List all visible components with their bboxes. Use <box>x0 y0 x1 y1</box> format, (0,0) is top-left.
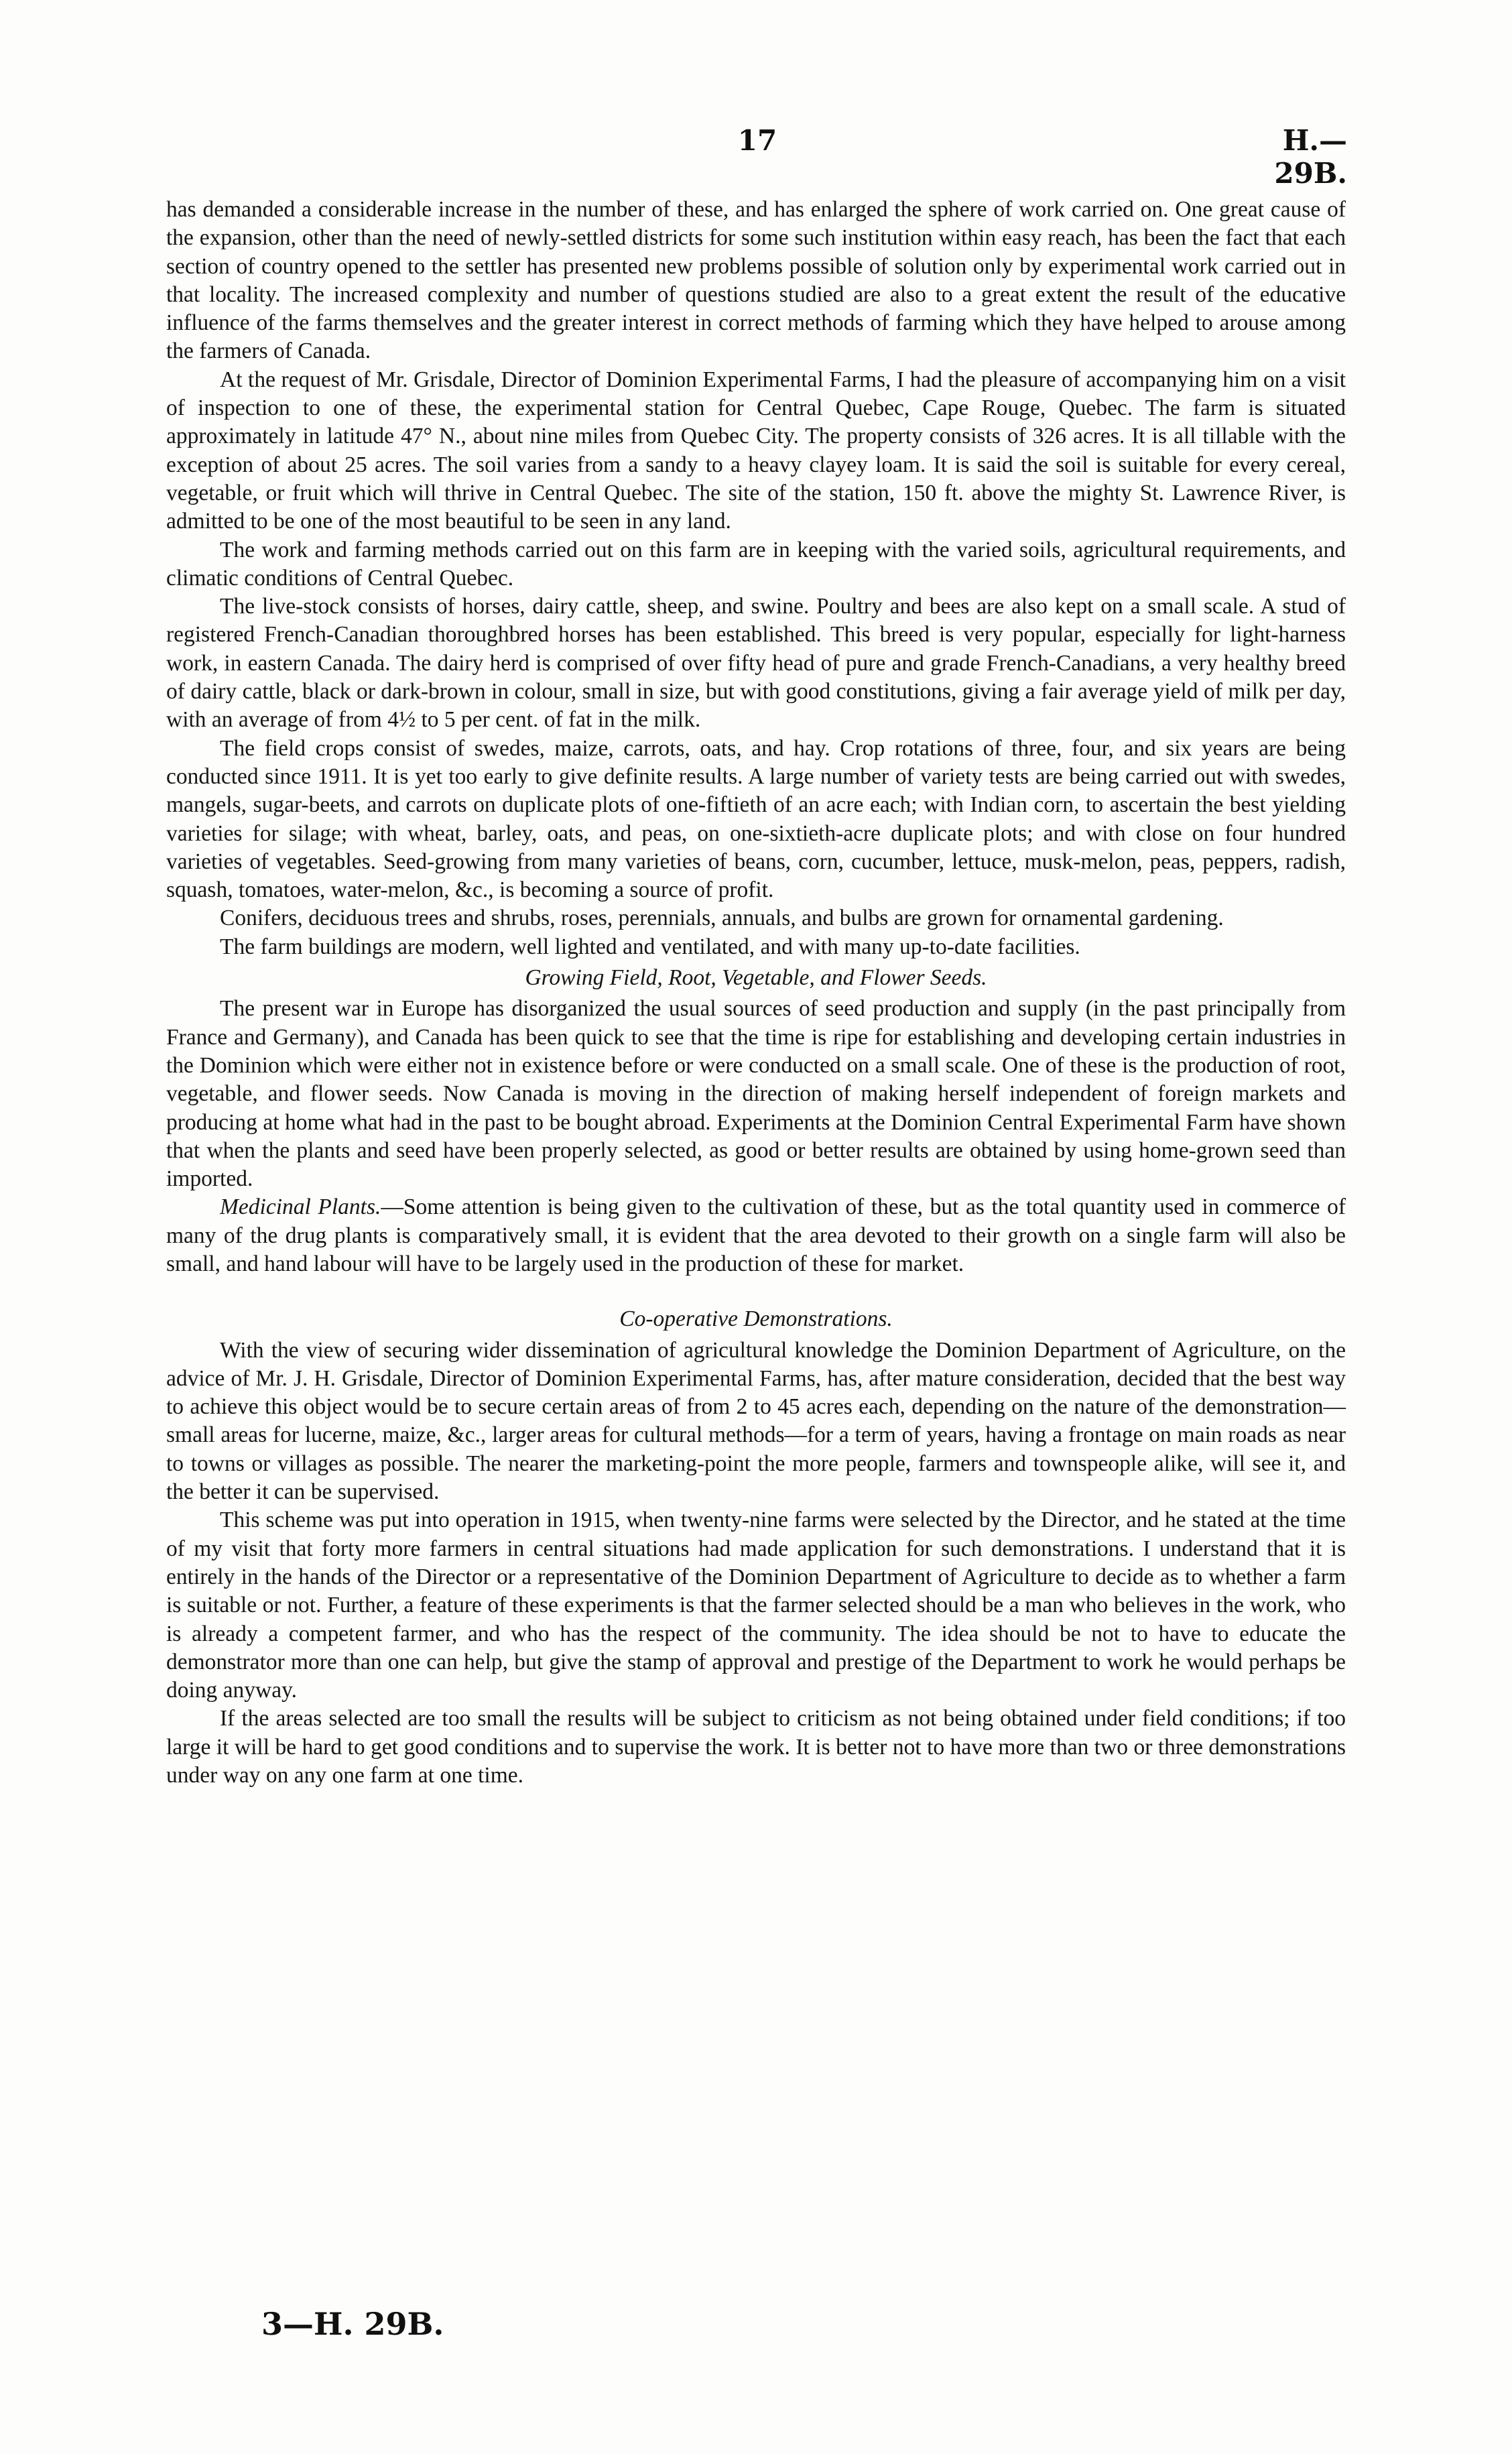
page-header <box>0 124 1512 190</box>
paragraph: With the view of securing wider dissemination of agricultural knowledge the Dominion Department of Agriculture, on the advice of Mr. J. H. Grisdale, Director of Dominion Experimental Farms, has, after mature consideration, decided that the best way to achieve this object would be to secure certain areas of from 2 to 45 acres each, depending on the nature of the demonstration—small areas for lucerne, maize, &c., larger areas for cultural methods—for a term of years, having a frontage on main roads as near to towns or villages as possible. The nearer the marketing-point the more people, farmers and townspeople alike, will see it, and the better it can be supervised. <box>166 1337 1346 1505</box>
paragraph: The field crops consist of swedes, maize, carrots, oats, and hay. Crop rotations of three, four, and six years are being conducted since 1911. It is yet too early to give definite results. A large number of variety tests are being carried out with swedes, mangels, sugar-beets, and carrots on duplicate plots of one-fiftieth of an acre each; with Indian corn, to ascertain the best yielding varieties for silage; with wheat, barley, oats, and peas, on one-sixtieth-acre duplicate plots; and with close on four hundred varieties of vegetables. Seed-growing from many varieties of beans, corn, cucumber, lettuce, musk-melon, peas, peppers, radish, squash, tomatoes, water-melon, &c., is becoming a source of profit. <box>166 735 1346 903</box>
document-reference: H.—29B. <box>1274 124 1347 190</box>
paragraph: The farm buildings are modern, well lighted and ventilated, and with many up-to-date facilities. <box>220 934 1080 959</box>
page-number: 17 <box>737 124 777 157</box>
section-heading: Growing Field, Root, Vegetable, and Flower Seeds. <box>525 965 987 991</box>
paragraph: This scheme was put into operation in 1915, when twenty-nine farms were selected by the Director, and he stated at the time of my visit that forty more farmers in central situations had made application for such demonstrations. I understand that it is entirely in the hands of the Director or a representative of the Dominion Department of Agriculture to decide as to whether a farm is suitable or not. Further, a feature of these experiments is that the farmer selected should be a man who believes in the work, who is already a competent farmer, and who has the respect of the community. The idea should be not to have to educate the demonstrator more than one can help, but give the stamp of approval and prestige of the Department to work he would perhaps be doing anyway. <box>166 1508 1346 1703</box>
paragraph: has demanded a considerable increase in the number of these, and has enlarged the sphere of work carried on. One great cause of the expansion, other than the need of newly-settled districts for some such institution within easy reach, has been the fact that each section of country opened to the settler has presented new problems possible of solution only by experimental work carried out in that locality. The increased complexity and number of questions studied are also to a great extent the result of the educative influence of the farms themselves and the greater interest in correct methods of farming which they have helped to arouse among the farmers of Canada. <box>166 197 1346 364</box>
paragraph: If the areas selected are too small the results will be subject to criticism as not being obtained under field conditions; if too large it will be hard to get good conditions and to supervise the work. It is better not to have more than two or three demonstrations under way on any one farm at one time. <box>166 1706 1346 1788</box>
paragraph: Conifers, deciduous trees and shrubs, roses, perennials, annuals, and bulbs are grown for ornamental gardening. <box>220 906 1224 931</box>
body-text <box>166 196 1346 1790</box>
paragraph: The live-stock consists of horses, dairy cattle, sheep, and swine. Poultry and bees are also kept on a small scale. A stud of registered French-Canadian thoroughbred horses has been established. This breed is very popular, especially for light-harness work, in eastern Canada. The dairy herd is comprised of over fifty head of pure and grade French-Canadians, a very healthy breed of dairy cattle, black or dark-brown in colour, small in size, but with good constitutions, giving a fair average yield of milk per day, with an average of from 4½ to 5 per cent. of fat in the milk. <box>166 594 1346 733</box>
section-heading: Co-operative Demonstrations. <box>619 1306 893 1332</box>
paragraph <box>166 1193 1346 1278</box>
paragraph: The work and farming methods carried out on this farm are in keeping with the varied soils, agricultural requirements, and climatic conditions of Central Quebec. <box>166 537 1346 591</box>
paragraph-lead: Medicinal Plants. <box>220 1194 381 1220</box>
paragraph: The present war in Europe has disorganized the usual sources of seed production and supply (in the past principally from France and Germany), and Canada has been quick to see that the time is ripe for establishing and developing certain industries in the Dominion which were either not in existence before or were conducted on a small scale. One of these is the production of root, vegetable, and flower seeds. Now Canada is moving in the direction of making herself independent of foreign markets and producing at home what had in the past to be bought abroad. Experiments at the Dominion Central Experimental Farm have shown that when the plants and seed have been properly selected, as good or better results are obtained by using home-grown seed than imported. <box>166 996 1346 1192</box>
paragraph: At the request of Mr. Grisdale, Director of Dominion Experimental Farms, I had the pleasure of accompanying him on a visit of inspection to one of these, the experimental station for Central Quebec, Cape Rouge, Quebec. The farm is situated approximately in latitude 47° N., about nine miles from Quebec City. The property consists of 326 acres. It is all tillable with the exception of about 25 acres. The soil varies from a sandy to a heavy clayey loam. It is said the soil is suitable for every cereal, vegetable, or fruit which will thrive in Central Quebec. The site of the station, 150 ft. above the mighty St. Lawrence River, is admitted to be one of the most beautiful to be seen in any land. <box>166 367 1346 534</box>
paragraph-body: —Some attention is being given to the cultivation of these, but as the total quantity used in commerce of many of the drug plants is comparatively small, it is evident that the area devoted to their growth on a single farm will also be small, and hand labour will have to be largely used in the production of these for market. <box>166 1194 1346 1276</box>
signature-mark: 3—H. 29B. <box>261 2306 444 2342</box>
